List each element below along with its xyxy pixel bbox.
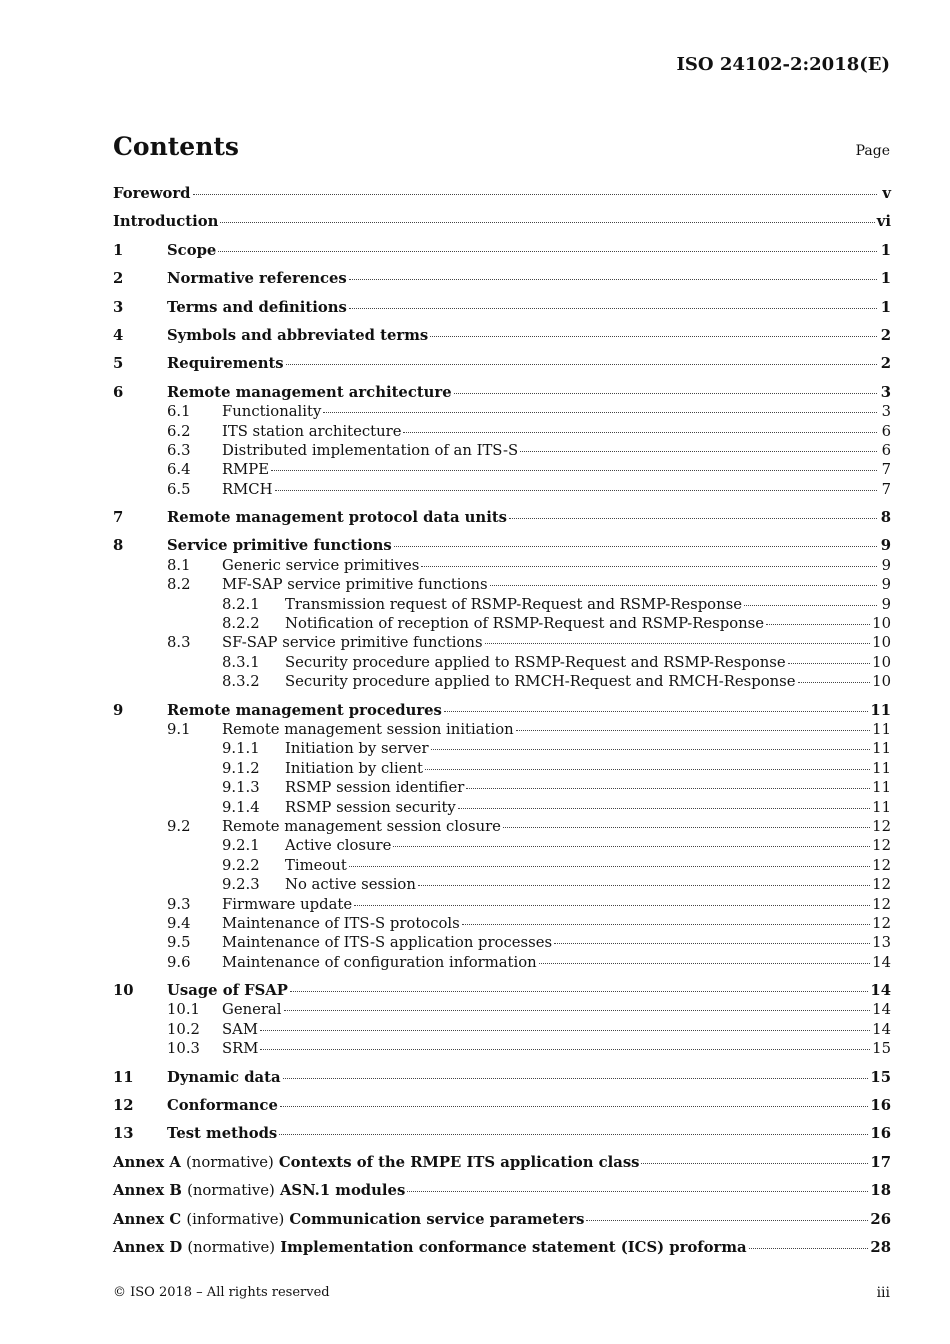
toc-entry-page: 2 (880, 355, 891, 373)
annex-label: Annex A (113, 1153, 181, 1171)
toc-entry-title: General (222, 1001, 282, 1019)
toc-entry[interactable] (113, 1069, 891, 1088)
toc-entry-title: Active closure (285, 837, 392, 855)
toc-entry-page: 2 (880, 326, 891, 344)
toc-entry-number: 13 (113, 1125, 134, 1143)
toc-entry[interactable] (113, 355, 891, 374)
toc-entry-page: 1 (880, 241, 891, 259)
toc-entry-number: 8.3.2 (222, 673, 260, 691)
toc-entry-number: 6.5 (167, 480, 191, 498)
toc-entry-title (113, 1211, 584, 1228)
toc-entry[interactable] (113, 934, 891, 953)
toc-entry-number: 7 (113, 509, 124, 527)
dot-leader (503, 827, 870, 828)
toc-entry-title: RSMP session security (285, 798, 456, 816)
toc-entry-number: 8.2.2 (222, 615, 260, 633)
annex-title: Communication service parameters (289, 1210, 585, 1228)
table-of-contents (113, 185, 891, 1258)
dot-leader (431, 749, 871, 750)
toc-entry-title: Security procedure applied to RSMP-Request and RSMP-Response (285, 653, 786, 671)
toc-entry-title: No active session (285, 876, 416, 894)
toc-entry-number: 6.4 (167, 461, 191, 479)
toc-entry-page: 1 (880, 298, 891, 316)
dot-leader (444, 711, 869, 712)
toc-entry[interactable] (113, 576, 891, 595)
copyright-notice: © ISO 2018 – All rights reserved (113, 1285, 330, 1300)
annex-label: Annex B (113, 1182, 182, 1200)
toc-entry-page: 14 (872, 1001, 891, 1019)
toc-entry-title: Symbols and abbreviated terms (167, 326, 429, 344)
toc-entry[interactable] (113, 242, 891, 261)
toc-entry-page: 12 (872, 876, 891, 894)
toc-entry-number: 12 (113, 1097, 134, 1115)
toc-entry-number: 10.2 (167, 1020, 200, 1038)
toc-entry[interactable] (113, 896, 891, 915)
toc-entry-title: Requirements (167, 355, 284, 373)
toc-entry-title: Dynamic data (167, 1068, 281, 1086)
toc-entry-number: 2 (113, 270, 124, 288)
dot-leader (279, 1134, 868, 1135)
toc-entry-page: 12 (872, 914, 891, 932)
toc-entry-page: 9 (881, 595, 891, 613)
toc-entry[interactable] (113, 799, 891, 818)
toc-entry-number: 6.1 (167, 403, 191, 421)
toc-entry-number: 6 (113, 383, 124, 401)
toc-entry-title: Remote management session initiation (222, 720, 514, 738)
toc-entry-number: 8 (113, 537, 124, 555)
dot-leader (284, 1010, 871, 1011)
toc-entry[interactable] (113, 1021, 891, 1040)
page-title: Contents (113, 132, 240, 161)
toc-entry-title: SRM (222, 1040, 259, 1058)
dot-leader (766, 624, 870, 625)
toc-entry-title (113, 1182, 405, 1199)
toc-entry-number: 8.3 (167, 634, 191, 652)
toc-entry-page: 7 (881, 461, 891, 479)
dot-leader (349, 308, 877, 309)
toc-entry-number: 4 (113, 326, 124, 344)
toc-entry-page: 9 (881, 556, 891, 574)
toc-entry-title: Normative references (167, 270, 347, 288)
toc-entry-page: 15 (870, 1068, 891, 1086)
document-id: ISO 24102-2:2018(E) (676, 54, 890, 75)
page-column-label: Page (855, 143, 890, 159)
toc-entry-title: RMPE (222, 461, 270, 479)
toc-entry-number: 9.4 (167, 914, 191, 932)
dot-leader (260, 1049, 870, 1050)
toc-entry[interactable] (113, 423, 891, 442)
toc-entry-title: Maintenance of ITS-S protocols (222, 914, 460, 932)
toc-entry[interactable] (113, 1154, 891, 1173)
toc-entry-title: Security procedure applied to RMCH-Request and RMCH-Response (285, 673, 796, 691)
dot-leader (485, 643, 871, 644)
toc-entry-number: 9.1.1 (222, 740, 260, 758)
toc-entry-title: Timeout (285, 856, 347, 874)
toc-entry-title: SAM (222, 1020, 258, 1038)
toc-entry-page: 10 (872, 653, 891, 671)
dot-leader (220, 222, 874, 223)
toc-entry-page: 15 (872, 1040, 891, 1058)
toc-entry-title: Remote management protocol data units (167, 509, 507, 527)
toc-entry[interactable] (113, 857, 891, 876)
dot-leader (271, 470, 877, 471)
toc-entry[interactable] (113, 954, 891, 973)
dot-leader (458, 808, 870, 809)
toc-entry[interactable] (113, 557, 891, 576)
toc-entry-title: Introduction (113, 213, 219, 231)
dot-leader (349, 866, 870, 867)
toc-entry-number: 8.2 (167, 576, 191, 594)
toc-entry-page: 12 (872, 837, 891, 855)
dot-leader (283, 1078, 869, 1079)
dot-leader (586, 1220, 868, 1221)
toc-entry-title: Notification of reception of RSMP-Request and RSMP-Response (285, 615, 765, 633)
toc-entry-number: 9.1.2 (222, 759, 260, 777)
toc-entry-page: 9 (880, 537, 891, 555)
toc-entry-page: 26 (870, 1210, 891, 1228)
toc-entry-title (113, 1239, 747, 1256)
toc-entry[interactable] (113, 1239, 891, 1258)
dot-leader (354, 905, 870, 906)
toc-entry[interactable] (113, 1211, 891, 1230)
toc-entry-title: Remote management procedures (167, 701, 442, 719)
dot-leader (554, 943, 870, 944)
toc-entry-title: Remote management architecture (167, 383, 452, 401)
dot-leader (349, 279, 877, 280)
toc-entry[interactable] (113, 1182, 891, 1201)
page-number: iii (876, 1285, 890, 1301)
toc-entry-title: ITS station architecture (222, 422, 402, 440)
toc-entry-page: 7 (881, 480, 891, 498)
dot-leader (193, 194, 877, 195)
toc-entry-number: 1 (113, 241, 124, 259)
toc-entry-title: Remote management session closure (222, 817, 501, 835)
toc-entry[interactable] (113, 1001, 891, 1020)
toc-entry-title: SF-SAP service primitive functions (222, 634, 483, 652)
toc-entry-title: Functionality (222, 403, 322, 421)
toc-entry-page: 16 (870, 1125, 891, 1143)
dot-leader (421, 566, 877, 567)
toc-entry-number: 5 (113, 355, 124, 373)
toc-entry[interactable] (113, 481, 891, 500)
toc-entry-title: Conformance (167, 1097, 278, 1115)
toc-entry-page: 6 (881, 422, 891, 440)
toc-entry[interactable] (113, 982, 891, 1001)
toc-entry[interactable] (113, 615, 891, 634)
toc-entry-page: 14 (872, 1020, 891, 1038)
toc-entry-page: 9 (881, 576, 891, 594)
toc-entry[interactable] (113, 740, 891, 759)
dot-leader (393, 846, 870, 847)
toc-entry-number: 9.2.1 (222, 837, 260, 855)
dot-leader (403, 432, 877, 433)
dot-leader (466, 788, 870, 789)
toc-entry-page: 28 (870, 1238, 891, 1256)
toc-entry[interactable] (113, 384, 891, 403)
dot-leader (218, 251, 877, 252)
toc-entry-number: 9 (113, 701, 124, 719)
dot-leader (280, 1106, 869, 1107)
toc-entry-title: MF-SAP service primitive functions (222, 576, 488, 594)
toc-entry-number: 11 (113, 1068, 134, 1086)
toc-entry-number: 6.3 (167, 441, 191, 459)
annex-label: Annex D (113, 1238, 183, 1256)
toc-entry-page: 11 (872, 779, 891, 797)
annex-title: Contexts of the RMPE ITS application class (278, 1153, 640, 1171)
dot-leader (425, 769, 870, 770)
annex-type: (normative) (187, 1238, 276, 1256)
toc-entry-number: 10.3 (167, 1040, 200, 1058)
toc-entry-title: Scope (167, 241, 217, 259)
toc-entry-page: 18 (870, 1182, 891, 1200)
toc-entry-number: 9.3 (167, 895, 191, 913)
toc-entry-title: Foreword (113, 185, 191, 202)
toc-entry[interactable] (113, 915, 891, 934)
dot-leader (275, 490, 877, 491)
toc-entry-title: Distributed implementation of an ITS-S (222, 441, 519, 459)
annex-type: (normative) (186, 1153, 274, 1171)
toc-entry[interactable] (113, 299, 891, 318)
toc-entry-page: 11 (872, 798, 891, 816)
toc-entry[interactable] (113, 1097, 891, 1116)
toc-entry-title: RSMP session identifier (285, 779, 465, 797)
toc-entry-title: Usage of FSAP (167, 982, 288, 1000)
toc-entry-title: Generic service primitives (222, 556, 420, 574)
toc-entry-page: 11 (872, 720, 891, 738)
toc-entry-title: Transmission request of RSMP-Request and RSMP-Response (285, 595, 742, 613)
toc-entry-title: Initiation by client (285, 759, 423, 777)
toc-entry-number: 9.1.3 (222, 779, 260, 797)
toc-entry[interactable] (113, 270, 891, 289)
toc-entry-page: 12 (872, 895, 891, 913)
toc-entry-page: 17 (870, 1153, 891, 1171)
toc-entry-number: 6.2 (167, 422, 191, 440)
dot-leader (490, 585, 877, 586)
toc-entry-page: 6 (881, 441, 891, 459)
toc-entry[interactable] (113, 596, 891, 615)
dot-leader (516, 730, 870, 731)
annex-label: Annex C (113, 1210, 182, 1228)
toc-entry-page: 12 (872, 856, 891, 874)
dot-leader (539, 963, 870, 964)
toc-entry-number: 3 (113, 298, 124, 316)
toc-entry-page: 3 (880, 383, 891, 401)
toc-entry[interactable] (113, 327, 891, 346)
toc-entry[interactable] (113, 185, 891, 204)
toc-entry[interactable] (113, 702, 891, 721)
dot-leader (454, 393, 877, 394)
toc-entry[interactable] (113, 876, 891, 895)
dot-leader (788, 663, 871, 664)
toc-entry[interactable] (113, 1125, 891, 1144)
toc-entry[interactable] (113, 721, 891, 740)
dot-leader (744, 605, 877, 606)
dot-leader (407, 1191, 868, 1192)
toc-entry-title: Firmware update (222, 895, 353, 913)
toc-entry-page: vi (876, 213, 891, 231)
toc-entry[interactable] (113, 461, 891, 480)
toc-entry-title: Maintenance of configuration information (222, 953, 537, 971)
toc-entry[interactable] (113, 818, 891, 837)
toc-entry-page: 10 (872, 673, 891, 691)
toc-entry-number: 9.2.2 (222, 856, 260, 874)
toc-entry-page: 11 (872, 759, 891, 777)
toc-entry-page: 8 (880, 509, 891, 527)
toc-entry[interactable] (113, 673, 891, 692)
dot-leader (798, 682, 871, 683)
toc-entry-page: 12 (872, 817, 891, 835)
toc-entry-number: 10.1 (167, 1001, 200, 1019)
toc-entry[interactable] (113, 779, 891, 798)
toc-entry[interactable] (113, 1040, 891, 1059)
dot-leader (394, 546, 877, 547)
toc-entry[interactable] (113, 403, 891, 422)
toc-entry-title: Service primitive functions (167, 537, 392, 555)
dot-leader (323, 412, 877, 413)
toc-entry-page: 10 (872, 634, 891, 652)
dot-leader (430, 336, 877, 337)
dot-leader (418, 885, 870, 886)
toc-entry-number: 9.2 (167, 817, 191, 835)
toc-entry-page: 11 (870, 701, 891, 719)
toc-entry-number: 8.2.1 (222, 595, 260, 613)
toc-entry[interactable] (113, 509, 891, 528)
annex-title: ASN.1 modules (279, 1182, 406, 1200)
toc-entry-number: 9.6 (167, 953, 191, 971)
toc-entry[interactable] (113, 213, 891, 232)
toc-entry-page: 16 (870, 1097, 891, 1115)
toc-entry-number: 9.2.3 (222, 876, 260, 894)
annex-type: (informative) (186, 1210, 285, 1228)
toc-entry-title: Maintenance of ITS-S application processes (222, 934, 553, 952)
toc-entry-page: 14 (872, 953, 891, 971)
toc-entry-title: RMCH (222, 480, 273, 498)
toc-entry-title: Test methods (167, 1125, 278, 1143)
toc-entry-number: 8.1 (167, 556, 191, 574)
toc-entry-number: 8.3.1 (222, 653, 260, 671)
toc-entry-page: 13 (872, 934, 891, 952)
toc-entry-number: 9.1.4 (222, 798, 260, 816)
toc-entry-number: 9.5 (167, 934, 191, 952)
toc-entry-page: 14 (870, 982, 891, 1000)
dot-leader (749, 1248, 869, 1249)
toc-entry[interactable] (113, 537, 891, 556)
toc-entry-page: 1 (880, 270, 891, 288)
toc-entry-page: 11 (872, 740, 891, 758)
dot-leader (290, 991, 868, 992)
dot-leader (462, 924, 870, 925)
toc-entry-page: 10 (872, 615, 891, 633)
dot-leader (641, 1163, 868, 1164)
dot-leader (520, 451, 877, 452)
annex-type: (normative) (187, 1182, 275, 1200)
toc-entry-title (113, 1154, 639, 1171)
toc-entry-title: Initiation by server (285, 740, 429, 758)
dot-leader (260, 1030, 870, 1031)
toc-entry-title: Terms and definitions (167, 298, 347, 316)
dot-leader (286, 364, 877, 365)
toc-entry[interactable] (113, 837, 891, 856)
annex-title: Implementation conformance statement (ICS) proforma (280, 1238, 747, 1256)
toc-entry-page: v (882, 185, 891, 202)
toc-entry[interactable] (113, 634, 891, 653)
toc-entry[interactable] (113, 654, 891, 673)
toc-entry-number: 9.1 (167, 720, 191, 738)
toc-entry[interactable] (113, 760, 891, 779)
toc-entry-number: 10 (113, 982, 134, 1000)
toc-entry[interactable] (113, 442, 891, 461)
dot-leader (509, 518, 877, 519)
toc-entry-page: 3 (881, 403, 891, 421)
